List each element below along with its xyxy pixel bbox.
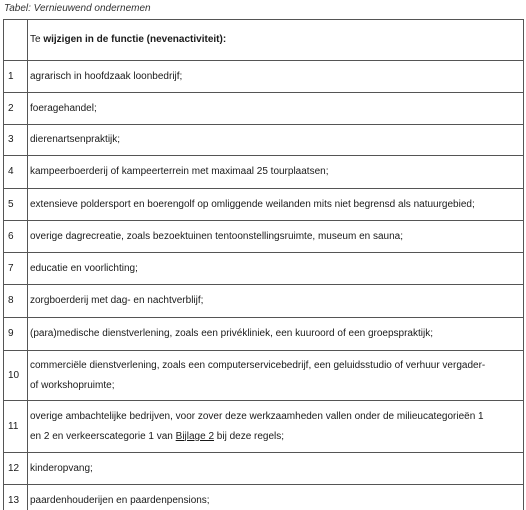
row-number: 4 <box>4 156 28 189</box>
row-text: educatie en voorlichting; <box>28 253 524 285</box>
row-text: zorgboerderij met dag- en nachtverblijf; <box>28 285 524 318</box>
row-text: (para)medische dienstverlening, zoals een privékliniek, een kuuroord of een groepspraktijk; <box>28 318 524 351</box>
row-text: foeragehandel; <box>28 93 524 125</box>
row-text: extensieve poldersport en boerengolf op omliggende weilanden mits niet begrensd als natuurgebied; <box>28 189 524 221</box>
row-text: paardenhouderijen en paardenpensions; <box>28 485 524 510</box>
row-number: 12 <box>4 453 28 485</box>
row-number: 11 <box>4 401 28 453</box>
table-row <box>4 453 524 485</box>
table-row <box>4 401 524 453</box>
row-number: 5 <box>4 189 28 221</box>
table-row <box>4 93 524 125</box>
row-text: overige dagrecreatie, zoals bezoektuinen tentoonstellingsruimte, museum en sauna; <box>28 221 524 253</box>
table-row <box>4 61 524 93</box>
row-number: 6 <box>4 221 28 253</box>
row-text: agrarisch in hoofdzaak loonbedrijf; <box>28 61 524 93</box>
row-text: kinderopvang; <box>28 453 524 485</box>
header-bold-text: wijzigen in de functie (nevenactiviteit): <box>43 34 227 45</box>
table-row <box>4 156 524 189</box>
row-text: kampeerboerderij of kampeerterrein met maximaal 25 tourplaatsen; <box>28 156 524 189</box>
row-text-segment: bij deze regels; <box>214 430 285 442</box>
table-caption: Tabel: Vernieuwend ondernemen <box>4 3 151 14</box>
row-number: 2 <box>4 93 28 125</box>
row-number: 10 <box>4 351 28 401</box>
row-number: 9 <box>4 318 28 351</box>
row-number: 1 <box>4 61 28 93</box>
header-prefix: Te <box>30 34 44 45</box>
table-row <box>4 285 524 318</box>
row-text-line <box>30 427 519 447</box>
row-text <box>28 401 524 453</box>
header-text-cell <box>28 20 524 61</box>
table-header-row <box>4 20 524 61</box>
row-text-line: commerciële dienstverlening, zoals een computerservicebedrijf, een geluidsstudio of verhuur vergader- <box>30 359 486 371</box>
row-text <box>28 351 524 401</box>
row-text: dierenartsenpraktijk; <box>28 125 524 156</box>
row-number: 8 <box>4 285 28 318</box>
row-number: 3 <box>4 125 28 156</box>
row-text-line: of workshopruimte; <box>30 379 115 391</box>
table-row <box>4 221 524 253</box>
table-row <box>4 351 524 401</box>
row-text-line: overige ambachtelijke bedrijven, voor zover deze werkzaamheden vallen onder de milieucategorieën 1 <box>30 410 484 422</box>
table-row <box>4 253 524 285</box>
header-number-cell <box>4 20 28 61</box>
activities-table <box>3 19 524 510</box>
bijlage-2-link[interactable]: Bijlage 2 <box>175 430 215 442</box>
table-row <box>4 189 524 221</box>
row-number: 13 <box>4 485 28 510</box>
table-row <box>4 125 524 156</box>
table-row <box>4 485 524 510</box>
row-text-segment: en 2 en verkeerscategorie 1 van <box>30 430 176 442</box>
table-row <box>4 318 524 351</box>
row-number: 7 <box>4 253 28 285</box>
